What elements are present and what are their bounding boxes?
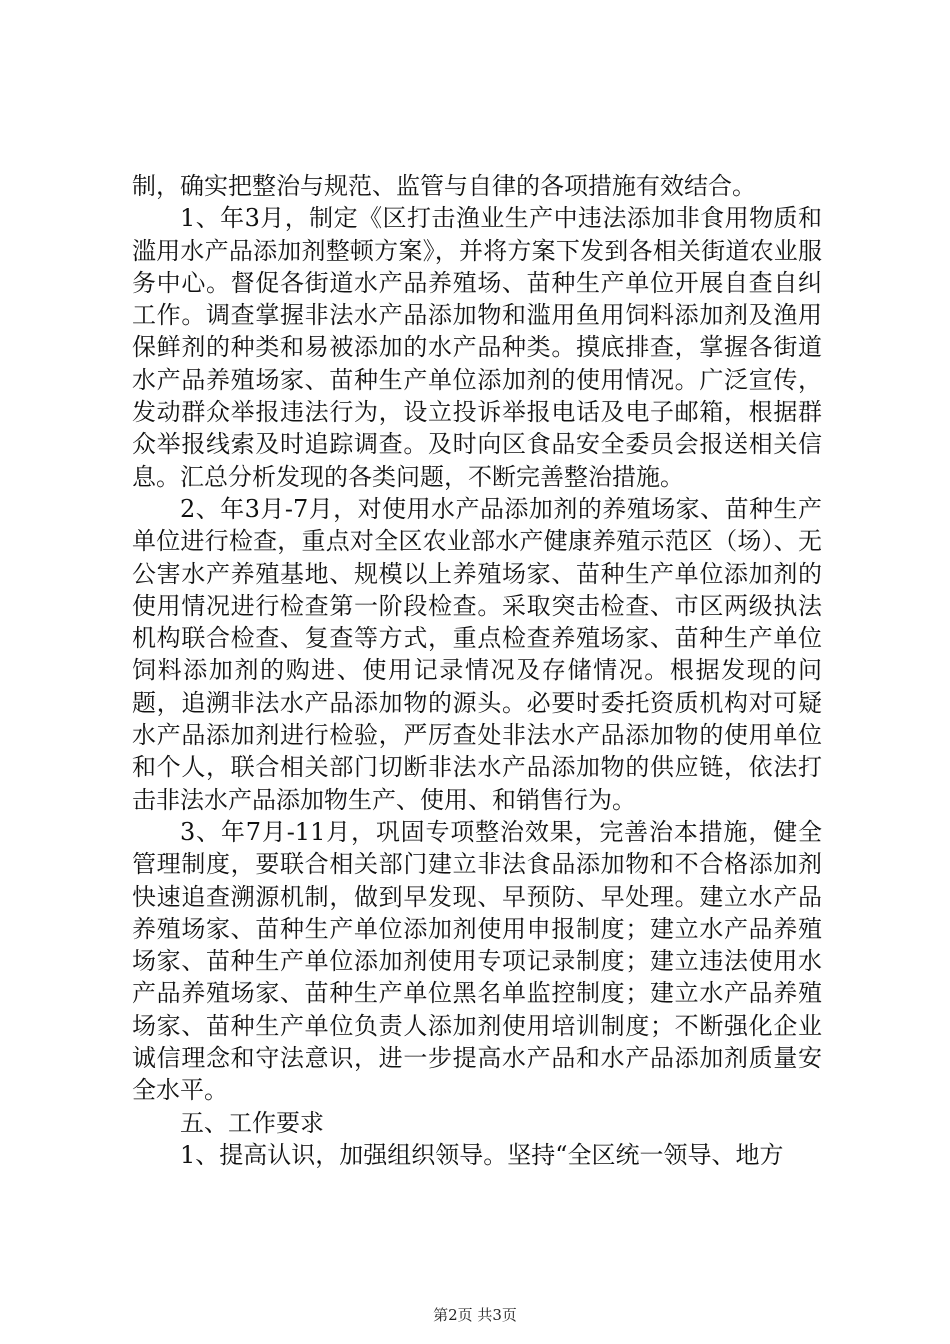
section-heading: 五、工作要求 xyxy=(180,1108,324,1137)
paragraph-item-2: 2、年3月-7月，对使用水产品添加剂的养殖场家、苗种生产单位进行检查，重点对全区农业部水产健康养殖示范区（场）、无公害水产养殖基地、规模以上养殖场家、苗种生产单位添加剂的使用情况进行检查第一阶段检查。采取突击检查、市区两级执法机构联合检查、复查等方式，重点检查养殖场家、苗种生产单位饲料添加剂的购进、使用记录情况及存储情况。根据发现的问题，追溯非法水产品添加物的源头。必要时委托资质机构对可疑水产品添加剂进行检验，严厉查处非法水产品添加物的使用单位和个人，联合相关部门切断非法水产品添加物的供应链，依法打击非法水产品添加物生产、使用、和销售行为。 xyxy=(132,494,822,814)
paragraph-continuation: 制，确实把整治与规范、监管与自律的各项措施有效结合。 xyxy=(132,172,756,200)
paragraph-item-3: 3、年7月-11月，巩固专项整治效果，完善治本措施，健全管理制度，要联合相关部门建立非法食品添加物和不合格添加剂快速追查溯源机制，做到早发现、早预防、早处理。建立水产品养殖场家、苗种生产单位添加剂使用申报制度；建立水产品养殖场家、苗种生产单位添加剂使用专项记录制度；建立违法使用水产品养殖场家、苗种生产单位黑名单监控制度；建立水产品养殖场家、苗种生产单位负责人添加剂使用培训制度；不断强化企业诚信理念和守法意识，进一步提高水产品和水产品添加剂质量安全水平。 xyxy=(132,817,822,1105)
page-footer: 第2页 共3页 xyxy=(433,1306,517,1324)
document-body xyxy=(132,170,822,1171)
paragraph-requirement-1: 1、提高认识，加强组织领导。坚持“全区统一领导、地方 xyxy=(180,1140,784,1169)
paragraph-item-1: 1、年3月，制定《区打击渔业生产中违法添加非食用物质和滥用水产品添加剂整顿方案》，并将方案下发到各相关街道农业服务中心。督促各街道水产品养殖场、苗种生产单位开展自查自纠工作。调查掌握非法水产品添加物和滥用鱼用饲料添加剂及渔用保鲜剂的种类和易被添加的水产品种类。摸底排查，掌握各街道水产品养殖场家、苗种生产单位添加剂的使用情况。广泛宣传，发动群众举报违法行为，设立投诉举报电话及电子邮箱，根据群众举报线索及时追踪调查。及时向区食品安全委员会报送相关信息。汇总分析发现的各类问题，不断完善整治措施。 xyxy=(132,204,822,491)
